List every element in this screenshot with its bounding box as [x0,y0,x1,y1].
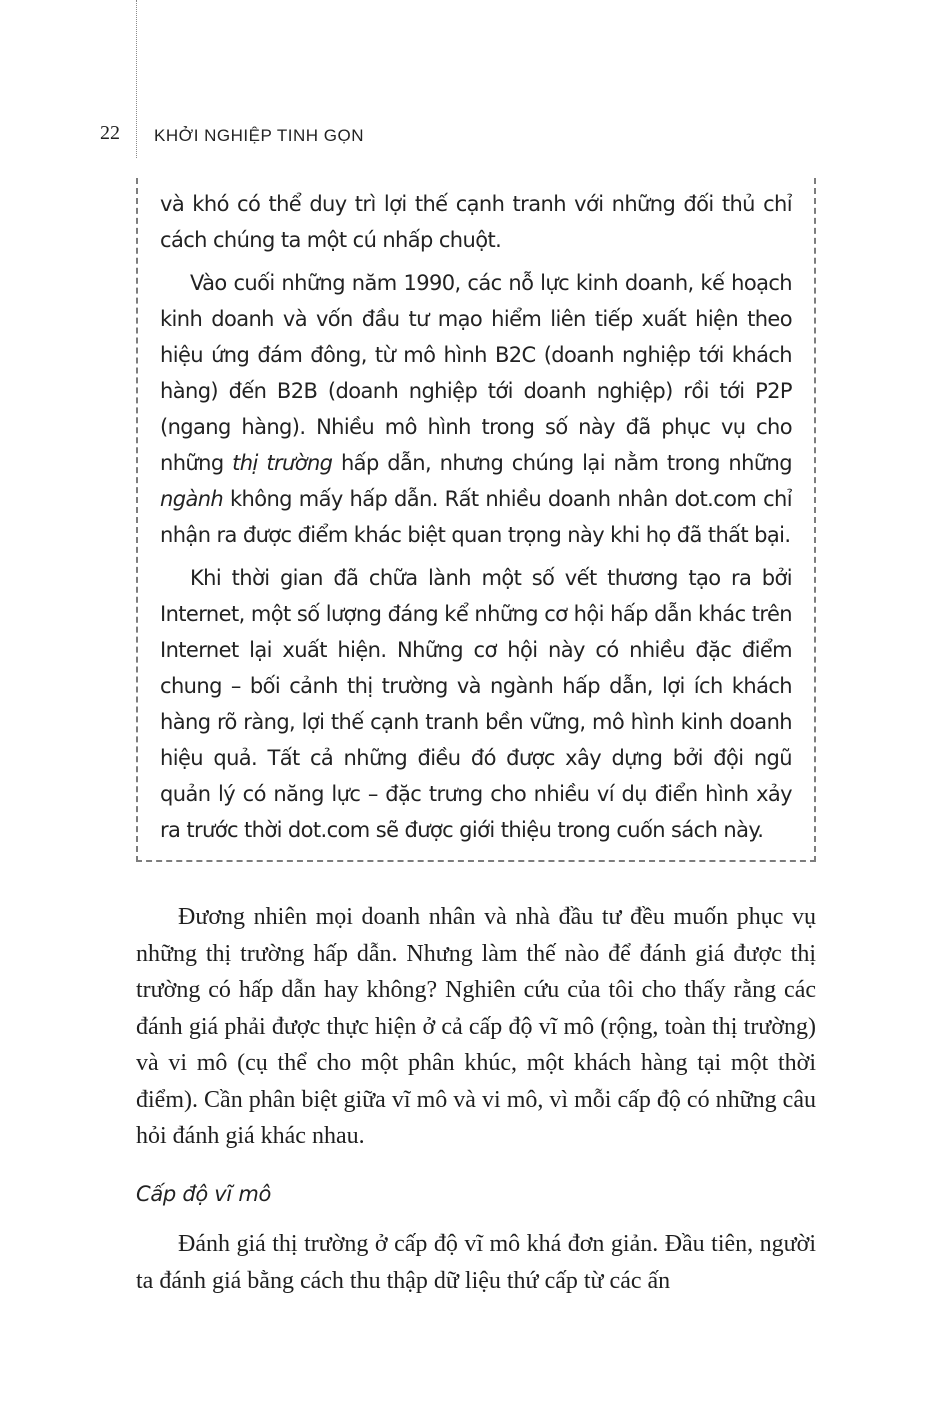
sidebar-paragraph-1: và khó có thể duy trì lợi thế cạnh tranh với những đối thủ chỉ cách chúng ta một cú nhấp chuột. [160,192,792,252]
page-number: 22 [100,122,120,144]
running-title: KHỞI NGHIỆP TINH GỌN [154,126,365,145]
body-paragraph-2: Đánh giá thị trường ở cấp độ vĩ mô khá đơn giản. Đầu tiên, người ta đánh giá bằng cách thu thập dữ liệu thứ cấp từ các ấn [136,1231,816,1294]
sidebar-p2-text-a: Vào cuối những năm 1990, các nỗ lực kinh doanh, kế hoạch kinh doanh và vốn đầu tư mạo hiểm liên tiếp xuất hiện theo hiệu ứng đám đông, từ mô hình B2C (doanh nghiệp tới khách hàng) đến B2B (doanh nghiệp tới doanh nghiệp) rồi tới P2P (ngang hàng). Nhiều mô hình trong số này đã phục vụ cho những [160,271,792,475]
sidebar-p2-emphasis-1: thị trường [232,451,333,475]
sidebar-p2-text-b: hấp dẫn, nhưng chúng lại nằm trong những [332,451,792,475]
body-paragraph-1-block [136,899,816,1155]
sidebar-paragraph-3: Khi thời gian đã chữa lành một số vết thương tạo ra bởi Internet, một số lượng đáng kể những cơ hội hấp dẫn khác trên Internet lại xuất hiện. Những cơ hội này có nhiều đặc điểm chung – bối cảnh thị trường và ngành hấp dẫn, lợi ích khách hàng rõ ràng, lợi thế cạnh tranh bền vững, mô hình kinh doanh hiệu quả. Tất cả những điều đó được xây dựng bởi đội ngũ quản lý có năng lực – đặc trưng cho nhiều ví dụ điển hình xảy ra trước thời dot.com sẽ được giới thiệu trong cuốn sách này. [160,566,792,842]
section-heading: Cấp độ vĩ mô [136,1182,272,1206]
body-paragraph-2-block [136,1226,816,1299]
sidebar-paragraph-2 [160,265,792,553]
sidebar-box [136,178,816,862]
body-paragraph-1: Đương nhiên mọi doanh nhân và nhà đầu tư đều muốn phục vụ những thị trường hấp dẫn. Nhưng làm thế nào để đánh giá được thị trường có hấp dẫn hay không? Nghiên cứu của tôi cho thấy rằng các đánh giá phải được thực hiện ở cả cấp độ vĩ mô (rộng, toàn thị trường) và vi mô (cụ thể cho một phân khúc, một khách hàng tại một thời điểm). Cần phân biệt giữa vĩ mô và vi mô, vì mỗi cấp độ có những câu hỏi đánh giá khác nhau. [136,904,816,1149]
sidebar-p2-emphasis-2: ngành [160,487,224,511]
sidebar-p2-text-c: không mấy hấp dẫn. Rất nhiều doanh nhân dot.com chỉ nhận ra được điểm khác biệt quan trọng này khi họ đã thất bại. [160,487,792,547]
sidebar-text [160,186,792,855]
page-header [0,120,934,150]
